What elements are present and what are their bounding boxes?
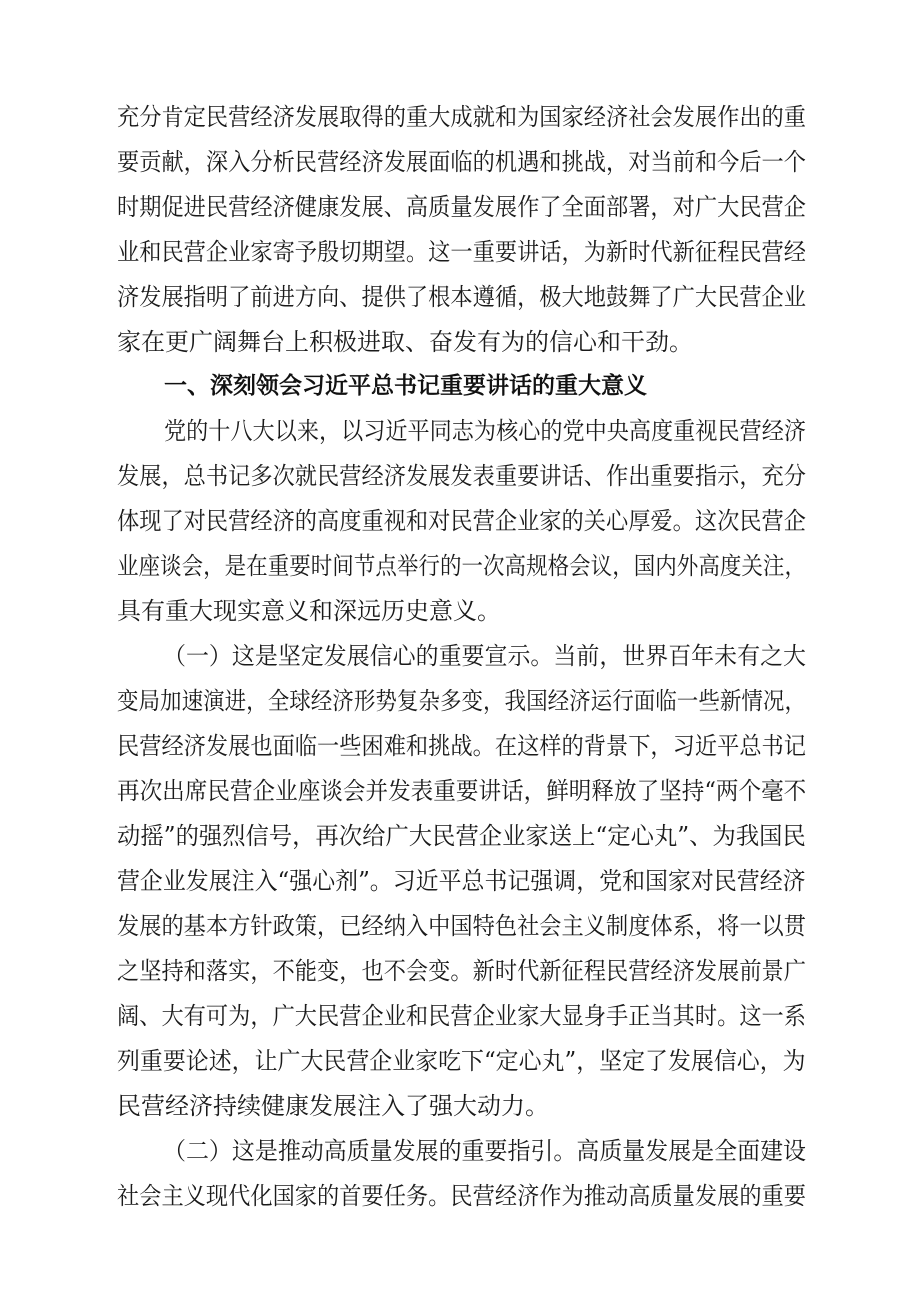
text-line-9: 发展，总书记多次就民营经济发展发表重要讲话、作出重要指示，充分: [117, 462, 806, 490]
text-line-25: 社会主义现代化国家的首要任务。民营经济作为推动高质量发展的重要: [117, 1182, 806, 1210]
text-line-1: 充分肯定民营经济发展取得的重大成就和为国家经济社会发展作出的重: [117, 103, 806, 131]
text-line-13: （一）这是坚定发展信心的重要宣示。当前，世界百年未有之大: [163, 642, 806, 670]
text-line-23: 民营经济持续健康发展注入了强大动力。: [117, 1092, 549, 1120]
text-line-10: 体现了对民营经济的高度重视和对民营企业家的关心厚爱。这次民营企: [117, 507, 806, 535]
text-line-15: 民营经济发展也面临一些困难和挑战。在这样的背景下，习近平总书记: [117, 732, 806, 760]
text-line-16: 再次出席民营企业座谈会并发表重要讲话，鲜明释放了坚持“两个毫不: [117, 777, 807, 805]
text-line-19: 发展的基本方针政策，已经纳入中国特色社会主义制度体系，将一以贯: [117, 912, 806, 940]
text-line-6: 家在更广阔舞台上积极进取、奋发有为的信心和干劲。: [117, 328, 693, 356]
text-line-8: 党的十八大以来，以习近平同志为核心的党中央高度重视民营经济: [164, 417, 806, 445]
text-line-2: 要贡献，深入分析民营经济发展面临的机遇和挑战，对当前和今后一个: [117, 148, 806, 176]
text-line-11: 业座谈会，是在重要时间节点举行的一次高规格会议，国内外高度关注，: [117, 552, 806, 580]
text-line-24: （二）这是推动高质量发展的重要指引。高质量发展是全面建设: [163, 1137, 806, 1165]
text-line-22: 列重要论述，让广大民营企业家吃下“定心丸”，坚定了发展信心，为: [117, 1047, 806, 1075]
text-line-5: 济发展指明了前进方向、提供了根本遵循，极大地鼓舞了广大民营企业: [117, 283, 806, 311]
text-line-21: 阔、大有可为，广大民营企业和民营企业家大显身手正当其时。这一系: [117, 1002, 806, 1030]
section-heading: 一、深刻领会习近平总书记重要讲话的重大意义: [164, 373, 647, 399]
text-line-17: 动摇”的强烈信号，再次给广大民营企业家送上“定心丸”、为我国民: [117, 822, 806, 850]
text-line-14: 变局加速演进，全球经济形势复杂多变，我国经济运行面临一些新情况，: [117, 687, 806, 715]
text-line-4: 业和民营企业家寄予殷切期望。这一重要讲话，为新时代新征程民营经: [117, 238, 806, 266]
text-line-18: 营企业发展注入“强心剂”。习近平总书记强调，党和国家对民营经济: [117, 867, 806, 895]
text-line-12: 具有重大现实意义和深远历史意义。: [117, 597, 501, 625]
text-line-20: 之坚持和落实，不能变，也不会变。新时代新征程民营经济发展前景广: [117, 957, 806, 985]
text-line-3: 时期促进民营经济健康发展、高质量发展作了全面部署，对广大民营企: [117, 193, 806, 221]
